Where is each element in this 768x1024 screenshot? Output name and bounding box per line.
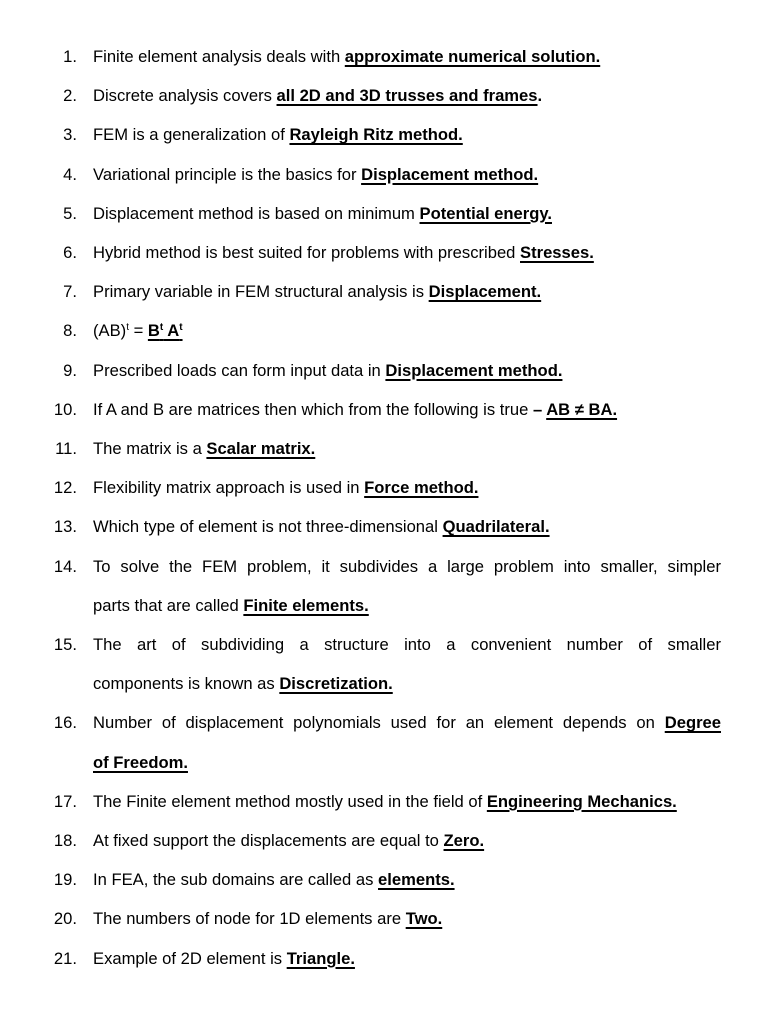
- item-line: [93, 507, 721, 546]
- answer-text: of Freedom.: [93, 752, 188, 772]
- question-text: The Finite element method mostly used in the field of: [93, 791, 487, 811]
- answer-part: A: [163, 321, 180, 341]
- list-item: [0, 115, 721, 154]
- item-line: [93, 821, 721, 860]
- question-text: Example of 2D element is: [93, 948, 287, 968]
- item-line: [93, 664, 721, 703]
- item-line: [93, 155, 721, 194]
- question-text: Finite element analysis deals with: [93, 47, 345, 66]
- item-number: 3.: [63, 125, 77, 145]
- answer-text: all 2D and 3D trusses and frames: [276, 86, 538, 106]
- item-line: [93, 703, 721, 742]
- answer-text: [148, 321, 183, 340]
- item-number: 11.: [55, 439, 77, 459]
- list-item: [0, 782, 721, 821]
- item-number: 20.: [53, 909, 77, 929]
- answer-text: Force method.: [364, 478, 479, 498]
- item-number: 16.: [53, 713, 77, 733]
- superscript: t: [126, 322, 129, 334]
- answer-text: Scalar matrix.: [206, 439, 316, 459]
- item-line: [93, 743, 721, 782]
- question-text: Flexibility matrix approach is used in: [93, 478, 365, 498]
- question-text: Primary variable in FEM structural analysis is: [93, 282, 429, 302]
- item-number: 4.: [63, 164, 77, 184]
- question-text: Discrete analysis covers: [93, 86, 277, 106]
- item-line: [93, 351, 721, 390]
- answer-text: Potential energy.: [419, 203, 552, 223]
- question-text: Hybrid method is best suited for problems with prescribed: [93, 243, 521, 263]
- question-text: At fixed support the displacements are equal to: [93, 831, 444, 851]
- list-item: [0, 390, 721, 429]
- item-line: [93, 429, 721, 468]
- superscript: t: [179, 322, 183, 334]
- answer-text: Displacement.: [428, 282, 542, 302]
- list-item: [0, 429, 721, 468]
- question-text: components is known as: [93, 674, 280, 694]
- item-line: [93, 468, 721, 507]
- item-line: [93, 115, 721, 154]
- question-text: Number of displacement polynomials used for an element depends on: [93, 713, 665, 733]
- list-item: [0, 899, 721, 938]
- item-line: [93, 311, 721, 350]
- item-line: [93, 782, 721, 821]
- item-number: 2.: [63, 86, 77, 106]
- item-number: 15.: [53, 635, 77, 655]
- item-number: 14.: [53, 556, 77, 576]
- answer-text: Two.: [405, 909, 443, 929]
- item-line: [93, 586, 721, 625]
- list-item: [0, 547, 721, 625]
- question-text: Variational principle is the basics for: [93, 164, 362, 184]
- list-item: [0, 311, 721, 350]
- item-number: 19.: [53, 870, 77, 890]
- item-number: 21.: [53, 948, 77, 968]
- item-line: [93, 860, 721, 899]
- item-number: 1.: [63, 47, 77, 66]
- question-text: Which type of element is not three-dimensional: [93, 517, 443, 537]
- item-number: 10.: [53, 399, 77, 419]
- question-text: In FEA, the sub domains are called as: [93, 870, 379, 890]
- list-item: [0, 507, 721, 546]
- list-item: [0, 233, 721, 272]
- answer-text: Degree: [664, 713, 721, 733]
- answer-text: elements.: [378, 870, 455, 890]
- list-item: [0, 860, 721, 899]
- item-number: 12.: [53, 478, 77, 498]
- list-item: [0, 468, 721, 507]
- question-text: parts that are called: [93, 595, 244, 615]
- list-item: [0, 37, 721, 76]
- list-item: [0, 703, 721, 781]
- item-number: 9.: [63, 360, 77, 380]
- answer-text: approximate numerical solution.: [344, 47, 601, 66]
- item-number: 8.: [63, 321, 77, 341]
- list-item: [0, 155, 721, 194]
- item-line: [93, 390, 721, 429]
- answer-text: Finite elements.: [243, 595, 369, 615]
- list-item: [0, 939, 721, 978]
- item-number: 6.: [63, 243, 77, 263]
- list-item: [0, 272, 721, 311]
- question-answer-list: [0, 37, 768, 978]
- item-number: 18.: [53, 831, 77, 851]
- superscript: t: [159, 322, 164, 334]
- answer-part: B: [147, 321, 160, 341]
- dash: –: [532, 399, 547, 419]
- answer-text: Discretization.: [279, 674, 393, 694]
- answer-text: Quadrilateral.: [442, 517, 550, 537]
- list-item: [0, 351, 721, 390]
- item-line: The art of subdividing a structure into a convenient number of smaller: [93, 635, 721, 655]
- item-line: [93, 37, 721, 76]
- question-text: The numbers of node for 1D elements are: [93, 909, 406, 929]
- item-number: 5.: [63, 203, 77, 223]
- question-text: The matrix is a: [93, 439, 207, 459]
- item-number: 7.: [63, 282, 77, 302]
- answer-text: Triangle.: [286, 948, 355, 968]
- item-line: [93, 233, 721, 272]
- answer-text: Engineering Mechanics.: [486, 791, 677, 811]
- item-line: To solve the FEM problem, it subdivides a large problem into smaller, simpler: [93, 556, 721, 576]
- list-item: [0, 821, 721, 860]
- item-line: [93, 76, 721, 115]
- item-number: 17.: [53, 791, 77, 811]
- answer-text: AB ≠ BA.: [546, 399, 618, 419]
- question-text: Displacement method is based on minimum: [93, 203, 420, 223]
- answer-text: Displacement method.: [385, 360, 563, 380]
- list-item: [0, 194, 721, 233]
- answer-text: Zero.: [443, 831, 485, 851]
- list-item: [0, 76, 721, 115]
- question-text: FEM is a generalization of: [93, 125, 290, 145]
- item-line: [93, 194, 721, 233]
- answer-text: Rayleigh Ritz method.: [289, 125, 463, 145]
- question-text: If A and B are matrices then which from the following is true: [93, 399, 533, 419]
- item-number: 13.: [53, 517, 77, 537]
- item-line: [93, 939, 721, 978]
- question-text: (AB): [93, 321, 127, 341]
- equals-sign: =: [128, 321, 148, 341]
- list-item: [0, 625, 721, 703]
- answer-text: Stresses.: [520, 243, 594, 263]
- trailing-period: .: [537, 86, 543, 106]
- item-line: [93, 272, 721, 311]
- question-text: Prescribed loads can form input data in: [93, 360, 386, 380]
- answer-text: Displacement method.: [361, 164, 539, 184]
- item-line: [93, 899, 721, 938]
